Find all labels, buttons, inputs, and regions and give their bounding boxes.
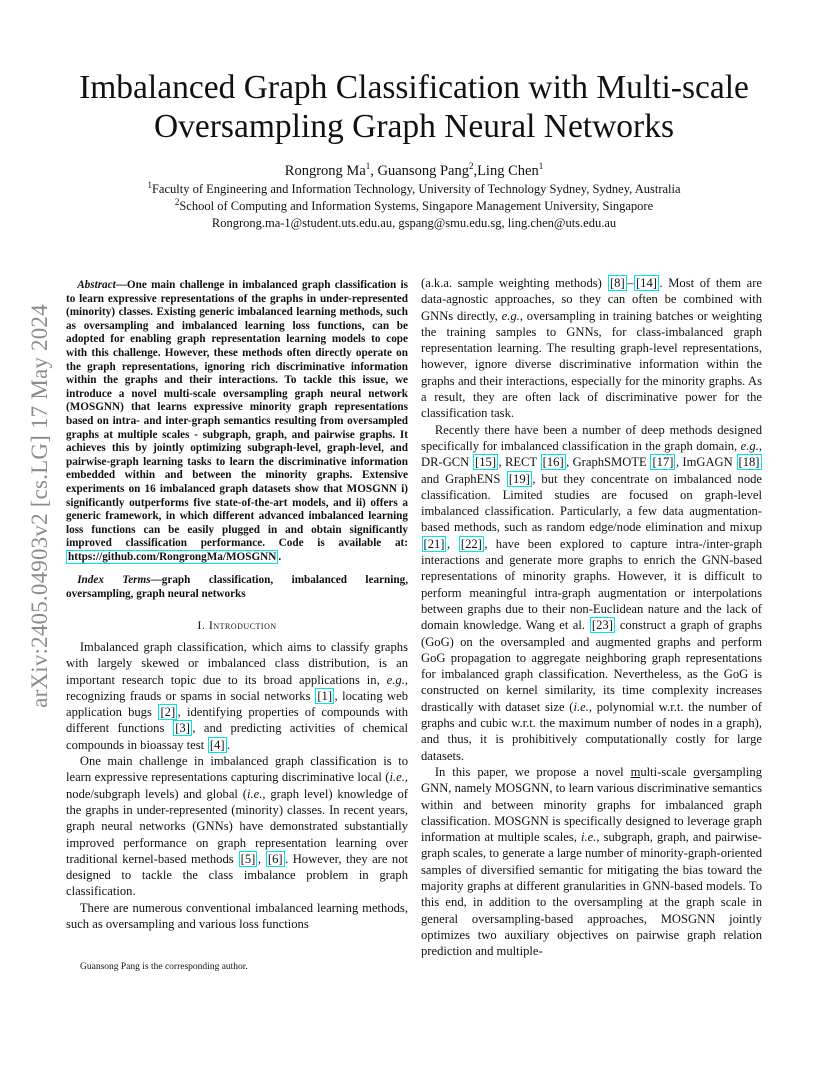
author-emails: Rongrong.ma-1@student.uts.edu.au, gspang@smu.edu.sg, ling.chen@uts.edu.au xyxy=(211,216,617,230)
intro-paragraph-2 xyxy=(66,753,408,900)
text-run: e.g. xyxy=(501,308,520,323)
citation-link[interactable]: [5] xyxy=(240,851,256,866)
text-run: , polynomial w.r.t. the number of graphs and cubic w.r.t. the maximum number of nodes in a graph), and thus, it is prohibitively computationally costly for large datasets. xyxy=(421,699,762,763)
citation-link[interactable]: [2] xyxy=(160,705,176,720)
affiliation-2 xyxy=(60,198,768,215)
citation-link[interactable]: [19] xyxy=(508,471,530,486)
right-paragraph-2 xyxy=(421,422,762,764)
author-list xyxy=(60,163,768,180)
abstract xyxy=(66,279,408,564)
text-run: , GraphSMOTE xyxy=(566,455,650,470)
affiliation-1 xyxy=(60,181,768,198)
index-terms xyxy=(66,574,408,601)
abstract-label: Abstract xyxy=(77,279,116,291)
text-run: . However, they are not designed to tackle the class imbalance problem in graph classification. xyxy=(66,851,409,899)
text-run: , identifying properties of compounds with different functions xyxy=(66,705,408,736)
citation-link[interactable]: [16] xyxy=(542,455,564,470)
text-run: , oversampling in training batches or weighting the training samples to GNNs, for class-imbalanced graph representation learning. The resulting graph-level representations, however, ignore diverse discriminative information within the graphs and their interactions, especially for the minority graphs. As a result, they are often lack of discriminative power for the classification task. xyxy=(421,308,763,421)
citation-link[interactable]: [14] xyxy=(635,276,657,290)
affiliation-1-text: Faculty of Engineering and Information Technology, University of Technology Sydney, Sydney, Australia xyxy=(151,182,681,196)
text-run: m xyxy=(630,764,641,779)
text-run: , ImGAGN xyxy=(675,455,737,470)
text-run: In this paper, we propose a novel xyxy=(434,764,631,779)
section-heading-introduction xyxy=(66,617,408,633)
author-3-affil-sup: 1 xyxy=(538,161,544,172)
arxiv-id-text: arXiv:2405.04903v2 [cs.LG] 17 May 2024 xyxy=(27,303,52,708)
section-title: Introduction xyxy=(208,617,277,632)
citation-link[interactable]: [21] xyxy=(423,536,445,551)
text-run: , xyxy=(257,851,266,866)
citation-link[interactable]: [8] xyxy=(609,276,625,290)
section-number: I. xyxy=(197,617,209,632)
text-run: ampling GNN, namely MOSGNN, to learn various discriminative semantics within and between minority graphs for imbalanced graph classification. MOSGNN is specifically designed to leverage graph information at multiple scales, xyxy=(421,764,763,845)
affiliation-1-sup: 1 xyxy=(147,179,152,190)
index-terms-text: —graph classification, imbalanced learning, oversampling, graph neural networks xyxy=(66,574,408,601)
text-run: ulti-scale xyxy=(640,764,694,779)
abstract-text: —One main challenge in imbalanced graph classification is to learn expressive representations of the graphs in under-represented (minority) classes. Existing generic imbalanced learning methods, such as oversampling and imbalanced learning loss functions, can be adopted for enabling graph representation learning models to cope with this challenge. However, these methods often directly operate on the graph representations, ignoring rich discriminative information within the graphs and their interactions. To tackle this issue, we introduce a novel multi-scale oversampling graph neural network (MOSGNN) that learns expressive minority graph representations based on intra- and inter-graph semantics resulting from oversampled graphs at multiple scales - subgraph, graph, and pairwise graphs. It achieves this by jointly optimizing subgraph-level, graph-level, and pairwise-graph learning tasks to learn the discriminative information embedded within and between the minority graphs. Extensive experiments on 16 imbalanced graph datasets show that MOSGNN i) significantly outperforms five state-of-the-art models, and ii) offers a generic framework, in which different advanced imbalanced learning loss functions can be easily plugged in and obtain significantly improved classification performance. Code is available at: xyxy=(66,279,408,550)
text-run: , graph level) knowledge of the graphs in under-represented (minority) classes. In recent years, graph neural networks (GNNs) have demonstrated substantially improved performance on graph representation learning over traditional kernel-based methods xyxy=(66,786,408,866)
citation-link[interactable]: [23] xyxy=(591,618,613,633)
citation-link[interactable]: [15] xyxy=(475,455,497,470)
text-run: s xyxy=(715,764,721,779)
text-run: , and predicting activities of chemical compounds in bioassay test xyxy=(66,721,408,752)
intro-paragraph-1 xyxy=(66,639,408,753)
text-run: . Most of them are data-agnostic approaches, so they can often be combined with GNNs directly, xyxy=(421,276,762,323)
abstract-end: . xyxy=(278,550,282,563)
text-run: e.g. xyxy=(740,438,759,453)
citation-link[interactable]: [3] xyxy=(175,721,190,736)
text-run: i.e. xyxy=(573,699,589,714)
text-run: e.g. xyxy=(386,672,405,687)
text-run: (a.k.a. sample weighting methods) xyxy=(421,276,608,290)
text-run: One main challenge in imbalanced graph classification is to learn expressive representations capturing discriminative local ( xyxy=(66,754,408,785)
text-run: , RECT xyxy=(498,455,541,470)
author-1-affil-sup: 1 xyxy=(365,161,371,172)
title-line-1: Imbalanced Graph Classification with Multi-scale xyxy=(79,69,749,106)
text-run: , xyxy=(446,536,459,551)
paper-title xyxy=(60,68,768,146)
text-run: i.e. xyxy=(581,830,597,845)
right-column xyxy=(421,275,762,959)
title-line-2: Oversampling Graph Neural Networks xyxy=(153,108,675,145)
text-run: , locating web application bugs xyxy=(66,688,408,720)
text-run: , DR-GCN xyxy=(421,438,762,470)
affiliation-2-text: School of Computing and Information Systems, Singapore Management University, Singapore xyxy=(179,199,654,213)
text-run: o xyxy=(693,764,700,779)
text-run: , but they concentrate on imbalanced node classification. Limited studies are focused on graph-level imbalanced classification. Particularly, a few data augmentation-based methods, such as random edge/node elimination and mixup xyxy=(421,471,762,535)
right-paragraph-1 xyxy=(421,275,762,422)
right-paragraph-3 xyxy=(421,764,762,960)
author-1: Rongrong Ma xyxy=(284,163,366,179)
text-run: construct a graph of graphs (GoG) on the oversampled and augmented graphs and perform GoG propagation to aggregate neighboring graph representations for imbalanced graph classification. Nevertheless, as the GoG is constructed on kernel similarity, its time complexity increases drastically with dataset size ( xyxy=(421,618,762,714)
text-run: and GraphENS xyxy=(421,471,507,486)
text-run: , subgraph, graph, and pairwise-graph scales, to generate a large number of minority-graph-oriented samples of diversified semantic for mitigating the bias toward the majority graphs at different granularities in GNN-based models. To this end, in addition to the oversampling at the graph scale in general oversampling-based approaches, MOSGNN jointly optimizes two auxiliary objectives on pairwise graph relation prediction and multiple- xyxy=(421,830,762,959)
author-2-affil-sup: 2 xyxy=(468,161,474,172)
text-run: , recognizing frauds or spams in social networks xyxy=(66,672,408,703)
author-2: , Guansong Pang xyxy=(370,163,469,179)
text-run: Recently there have been a number of deep methods designed specifically for imbalanced classification in the graph domain, xyxy=(421,422,762,453)
author-3: ,Ling Chen xyxy=(473,163,539,179)
affiliation-2-sup: 2 xyxy=(174,196,180,207)
code-repository-link[interactable]: https://github.com/RongrongMa/MOSGNN xyxy=(68,550,277,563)
text-run: , node/subgraph levels) and global ( xyxy=(66,770,408,801)
citation-link[interactable]: [6] xyxy=(267,851,283,866)
text-run: Imbalanced graph classification, which aims to classify graphs with largely skewed or imbalanced class distribution, is an important research topic due to its broad applications in, xyxy=(66,639,408,687)
index-terms-label: Index Terms xyxy=(77,574,151,587)
citation-link[interactable]: [18] xyxy=(738,455,760,470)
text-run: i.e. xyxy=(246,786,263,801)
text-run: – xyxy=(627,276,634,290)
left-column xyxy=(66,279,408,932)
footnote: Guansong Pang is the corresponding author. xyxy=(80,962,248,972)
text-run: i.e. xyxy=(389,770,405,785)
citation-link[interactable]: [17] xyxy=(652,455,674,470)
text-run: . xyxy=(227,737,231,752)
text-run: , have been explored to capture intra-/inter-graph interactions and generate more graphs to enrich the GNN-based representations of minority graphs. However, it is difficult to perform meaningful intra-graph augmentation or interpolations between graphs due to their non-Euclidean nature and the lack of domain knowledge. Wang et al. xyxy=(421,536,762,633)
citation-link[interactable]: [1] xyxy=(317,688,333,703)
citation-link[interactable]: [22] xyxy=(460,536,482,551)
citation-link[interactable]: [4] xyxy=(209,737,225,752)
text-run: ver xyxy=(699,764,716,779)
arxiv-side-identifier xyxy=(20,278,60,733)
intro-paragraph-3: There are numerous conventional imbalanced learning methods, such as oversampling and various loss functions xyxy=(66,900,408,931)
